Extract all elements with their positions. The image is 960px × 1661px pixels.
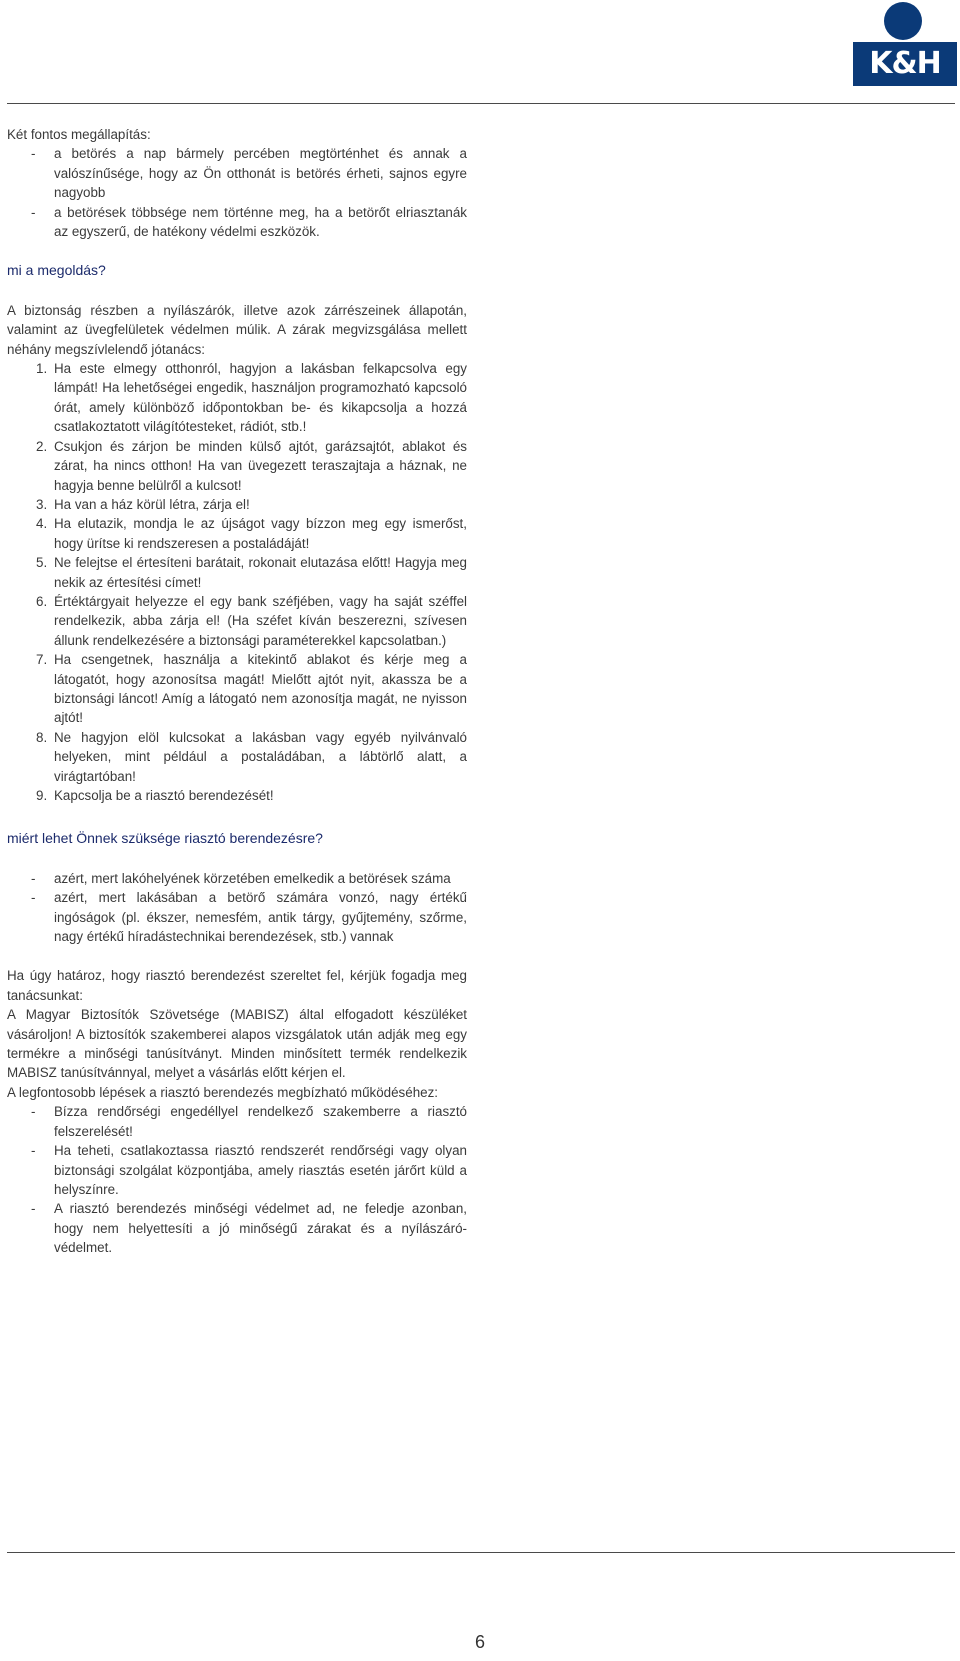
list-item: - a betörés a nap bármely percében megtörténhet és annak a valószínűsége, hogy az Ön otthonát is betörés érheti, sajnos egyre nagyobb — [31, 146, 467, 201]
list-item: - A riasztó berendezés minőségi védelmet ad, ne feledje azonban, hogy nem helyettesíti a jó minőségű zárakat és a nyílászáró-védelmet. — [31, 1201, 467, 1256]
list-item: - Bízza rendőrségi engedéllyel rendelkező szakemberre a riasztó felszerelését! — [31, 1104, 467, 1139]
list-item: 8. Ne hagyjon elöl kulcsokat a lakásban vagy egyéb nyilvánvaló helyeken, mint például a postaládában, a lábtörlő alatt, a virágtartóban! — [36, 729, 467, 784]
list-item: 5. Ne felejtse el értesíteni barátait, rokonait elutazása előtt! Hagyja meg nekik az értesítési címet! — [36, 555, 467, 590]
list-item: 9. Kapcsolja be a riasztó berendezését! — [36, 788, 274, 803]
list-item: - azért, mert lakásában a betörő számára vonzó, nagy értékű ingóságok (pl. ékszer, nemesfém, antik tárgy, gyűjtemény, szőrme, nagy értékű híradástechnikai berendezések, stb.) vannak — [31, 890, 467, 945]
solution-paragraph: A biztonság részben a nyílászárók, illetve azok zárrészeinek állapotán, valamint az üvegfelületek védelmen múlik. A zárak megvizsgálása mellett néhány megszívlelendő jótanács: — [7, 302, 467, 357]
list-item: 6. Értéktárgyait helyezze el egy bank széfjében, vagy ha saját széffel rendelkezik, abba zárja el! (Ha széfet kíván beszerezni, szívesen állunk rendelkezésére a biztonsági paraméterekkel kapcsolatban.) — [36, 593, 467, 648]
advice-list — [7, 1102, 467, 1257]
list-item: 3. Ha van a ház körül létra, zárja el! — [36, 496, 250, 512]
list-item: 2. Csukjon és zárjon be minden külső ajtót, garázsajtót, ablakot és zárat, ha nincs otthon! Ha van üvegezett teraszajtaja a háznak, ne hagyja benne belülről a kulcsot! — [36, 438, 467, 493]
list-item: - a betörések többsége nem történne meg, ha a betörőt elriasztanák az egyszerű, de hatékony védelmi eszközök. — [31, 204, 467, 240]
document-body — [7, 125, 467, 1258]
advice-paragraph-2: A Magyar Biztosítók Szövetsége (MABISZ) által elfogadott készüléket vásároljon! A biztosítók szakemberei alapos vizsgálatok után adják meg egy termékre a minőségi tanúsítványt. Minden minősített termék rendelkezik MABISZ tanúsítvánnyal, melyet a vásárlás előtt kérjen el. — [7, 1007, 467, 1081]
header-divider — [7, 103, 955, 104]
intro-title: Két fontos megállapítás: — [7, 127, 151, 142]
list-item: - Ha teheti, csatlakoztassa riasztó rendszerét rendőrségi vagy olyan biztonsági szolgálat központjába, amely riasztás esetén járőrt küld a helyszínre. — [31, 1143, 467, 1197]
solution-heading: mi a megoldás? — [7, 262, 106, 279]
page-number: 6 — [474, 1632, 485, 1652]
kh-logo — [853, 2, 957, 86]
logo-wordmark: K&H — [853, 42, 957, 86]
advice-paragraph-1: Ha úgy határoz, hogy riasztó berendezést szereltet fel, kérjük fogadja meg tanácsunkat: — [7, 968, 467, 1003]
list-item: 1. Ha este elmegy otthonról, hagyjon a lakásban felkapcsolva egy lámpát! Ha lehetőségei engedik, használjon programozható kapcsoló órát, amely különböző időpontokban be- és kikapcsolja a hozzá csatlakoztatott világítótesteket, rádiót, stb.! — [36, 361, 467, 435]
why-heading: miért lehet Önnek szüksége riasztó berendezésre? — [7, 830, 323, 847]
intro-list — [7, 144, 467, 241]
why-list — [7, 869, 467, 947]
tips-list — [7, 359, 467, 805]
advice-paragraph-3: A legfontosobb lépések a riasztó berendezés megbízható működéséhez: — [7, 1084, 439, 1100]
footer-divider — [7, 1552, 955, 1553]
list-item: 4. Ha elutazik, mondja le az újságot vagy bízzon meg egy ismerőst, hogy ürítse ki rendszeresen a postaládáját! — [36, 516, 467, 551]
list-item: 7. Ha csengetnek, használja a kitekintő ablakot és kérje meg a látogatót, hogy azonosítsa magát! Mielőtt ajtót nyit, akassza be a biztonsági láncot! Amíg a látogató nem azonosítja magát, ne nyisson ajtót! — [36, 652, 467, 726]
list-item: - azért, mert lakóhelyének körzetében emelkedik a betörések száma — [31, 870, 451, 886]
logo-dot-icon — [884, 2, 922, 40]
